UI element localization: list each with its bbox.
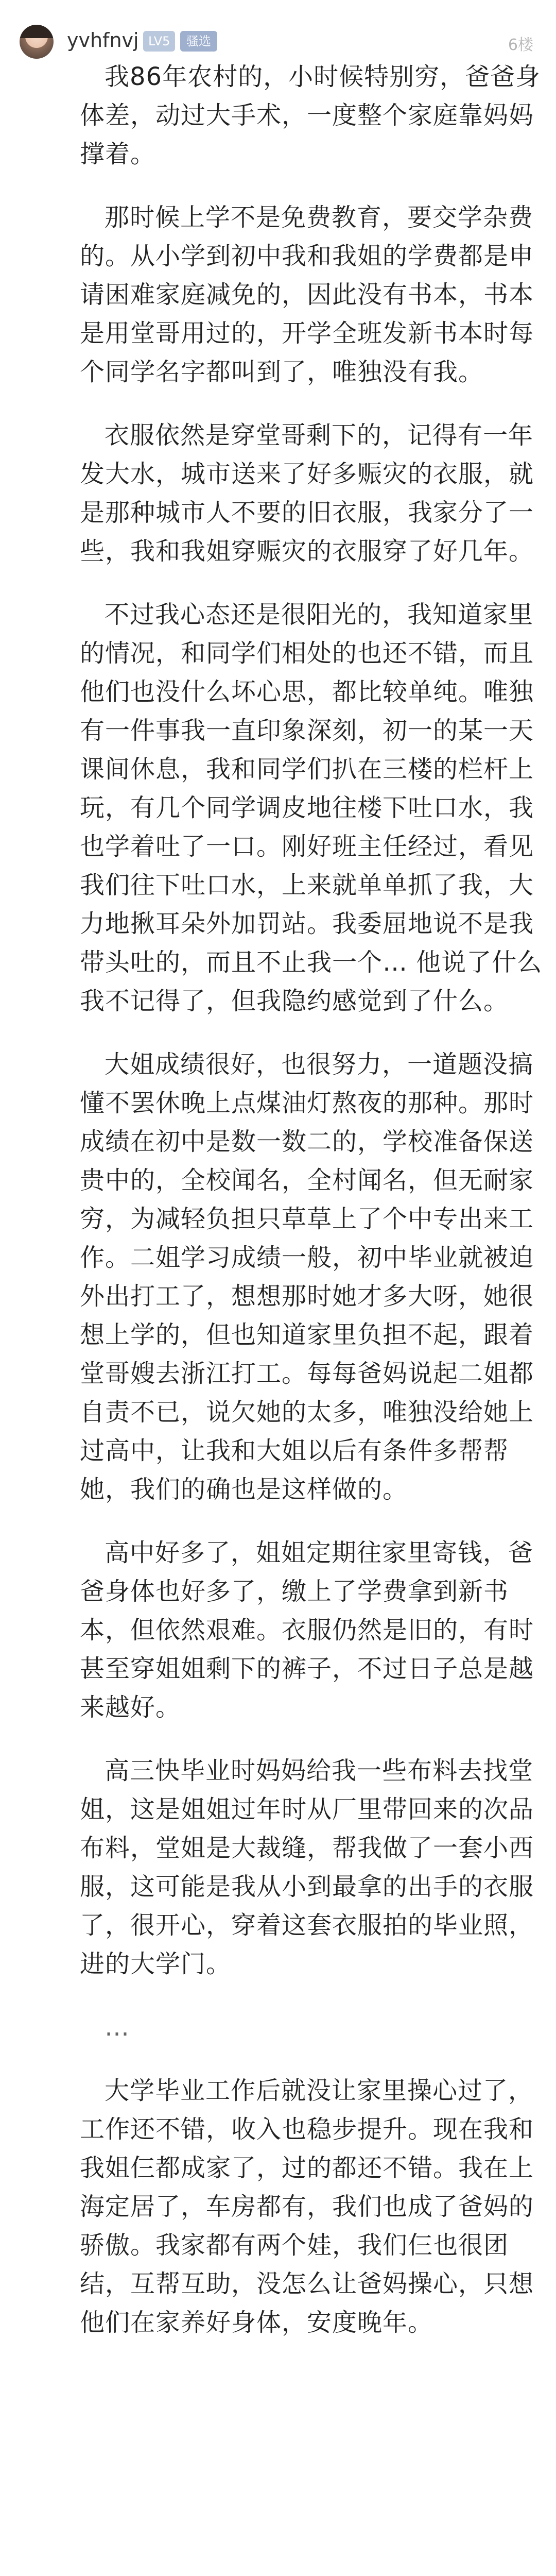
comment-body <box>80 58 543 2367</box>
avatar[interactable] <box>20 25 54 59</box>
comment-paragraph: 大学毕业工作后就没让家里操心过了，工作还不错，收入也稳步提升。现在我和我姐仨都成家了，过的都还不错。我在上海定居了，车房都有，我们也成了爸妈的骄傲。我家都有两个娃，我们仨也很团结，互帮互助，没怎么让爸妈操心，只想他们在家养好身体，安度晚年。 <box>80 2076 534 2337</box>
comment-paragraph: 不过我心态还是很阳光的，我知道家里的情况，和同学们相处的也还不错，而且他们也没什么坏心思，都比较单纯。唯独有一件事我一直印象深刻，初一的某一天课间休息，我和同学们扒在三楼的栏杆上玩，有几个同学调皮地往楼下吐口水，我也学着吐了一口。刚好班主任经过，看见我们往下吐口水，上来就单单抓了我，大力地揪耳朵外加罚站。我委屈地说不是我带头吐的，而且不止我一个… 他说了什么我不记得了，但我隐约感觉到了什么。 <box>80 600 543 1015</box>
comment-paragraph: 大姐成绩很好，也很努力，一道题没搞懂不罢休晚上点煤油灯熬夜的那种。那时成绩在初中是数一数二的，学校准备保送贵中的，全校闻名，全村闻名，但无耐家穷，为减轻负担只草草上了个中专出来工作。二姐学习成绩一般，初中毕业就被迫外出打工了，想想那时她才多大呀，她很想上学的，但也知道家里负担不起，跟着堂哥嫂去浙江打工。每每爸妈说起二姐都自责不已，说欠她的太多，唯独没给她上过高中，让我和大姐以后有条件多帮帮她，我们的确也是这样做的。 <box>80 1050 534 1504</box>
comment-paragraph: 高三快毕业时妈妈给我一些布料去找堂姐，这是姐姐过年时从厂里带回来的次品布料，堂姐是大裁缝，帮我做了一套小西服，这可能是我从小到最拿的出手的衣服了，很开心，穿着这套衣服拍的毕业照，进的大学门。 <box>80 1756 534 1978</box>
comment-paragraph: 那时候上学不是免费教育，要交学杂费的。从小学到初中我和我姐的学费都是申请困难家庭减免的，因此没有书本，书本是用堂哥用过的，开学全班发新书本时每个同学名字都叫到了，唯独没有我。 <box>80 203 534 386</box>
comment-paragraph: 衣服依然是穿堂哥剩下的，记得有一年发大水，城市送来了好多赈灾的衣服，就是那种城市人不要的旧衣服，我家分了一些，我和我姐穿赈灾的衣服穿了好几年。 <box>80 421 534 566</box>
floor-number: 6楼 <box>508 36 533 54</box>
title-badge: 骚选 <box>180 31 217 52</box>
ellipsis: … <box>105 2013 129 2042</box>
comment-paragraph: 我86年农村的，小时候特别穷，爸爸身体差，动过大手术，一度整个家庭靠妈妈撑着。 <box>80 62 541 168</box>
comment-paragraph: 高中好多了，姐姐定期往家里寄钱，爸爸身体也好多了，缴上了学费拿到新书本，但依然艰难。衣服仍然是旧的，有时甚至穿姐姐剩下的裤子，不过日子总是越来越好。 <box>80 1538 534 1722</box>
username[interactable]: yvhfnvj <box>67 29 139 52</box>
level-badge: LV5 <box>143 31 175 52</box>
